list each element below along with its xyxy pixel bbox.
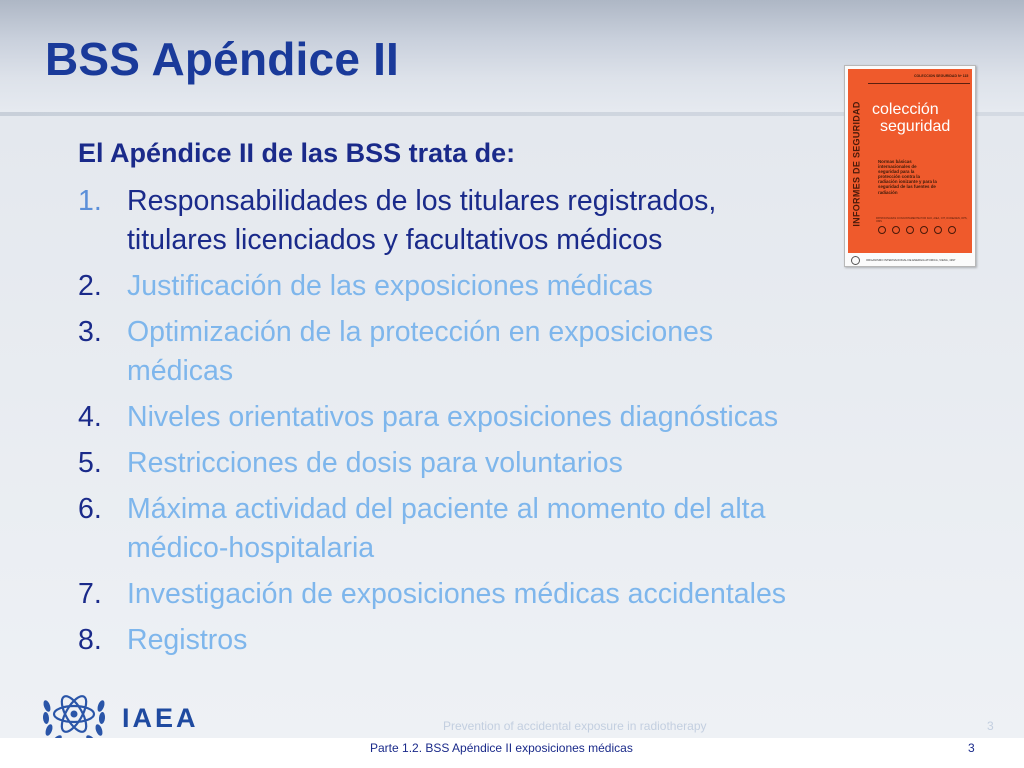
footer-ghost-number: 3 [987, 719, 994, 733]
book-small-print: PATROCINADAS CONJUNTAMENTE POR FAO, AIEA, OIT, OCDE/AEN, OPS, OMS [876, 217, 968, 223]
sponsor-logo-icon [920, 226, 928, 234]
slide-subtitle: El Apéndice II de las BSS trata de: [78, 138, 516, 168]
publisher-logo-icon [851, 256, 860, 265]
item-text: Niveles orientativos para exposiciones diagnósticas [127, 401, 779, 433]
list-item [78, 621, 938, 660]
book-description: Normas básicas internacionales de seguridad para la protección contra la radiación ionizante y para la seguridad de las fuentes de radiación [878, 159, 937, 195]
item-number: 3. [78, 316, 102, 348]
sponsor-logos [878, 226, 956, 234]
item-text: Responsabilidades de los titulares registrados, titulares licenciados y facultativos médicos [127, 185, 717, 256]
book-cover-front [848, 69, 972, 253]
list-item [78, 313, 938, 391]
item-number: 7. [78, 578, 102, 610]
slide-title: BSS Apéndice II [45, 33, 400, 85]
item-number: 5. [78, 447, 102, 479]
item-number: 6. [78, 493, 102, 525]
item-text: Investigación de exposiciones médicas accidentales [127, 578, 787, 610]
iaea-logo-text: IAEA [122, 703, 199, 733]
item-number: 4. [78, 401, 102, 433]
list-item [78, 490, 938, 568]
item-number: 8. [78, 624, 102, 656]
sponsor-logo-icon [906, 226, 914, 234]
list-item [78, 575, 938, 614]
sponsor-logo-icon [892, 226, 900, 234]
book-cover-divider [868, 83, 970, 84]
item-number: 2. [78, 270, 102, 302]
item-text: Máxima actividad del paciente al momento del alta médico-hospitalaria [127, 493, 766, 564]
footer-text: Parte 1.2. BSS Apéndice II exposiciones médicas [370, 741, 633, 755]
sponsor-logo-icon [948, 226, 956, 234]
topic-list [78, 182, 938, 667]
page-number: 3 [968, 741, 975, 755]
list-item [78, 267, 938, 306]
item-text: Justificación de las exposiciones médicas [127, 270, 653, 302]
item-text: Registros [127, 624, 248, 656]
list-item [78, 444, 938, 483]
book-publisher-strip: ORGANISMO INTERNACIONAL DE ENERGIA ATOMICA, VIENA, 1997 [848, 256, 972, 264]
item-text: Optimización de la protección en exposiciones médicas [127, 316, 714, 387]
list-item [78, 398, 938, 437]
book-series-label: COLECCION SEGURIDAD Nº 115 [914, 74, 969, 78]
book-title-line1: colección [872, 101, 939, 118]
book-title-line2: seguridad [880, 118, 951, 135]
sponsor-logo-icon [934, 226, 942, 234]
book-cover-image [844, 65, 976, 267]
book-cover-spine-text: INFORMES DE SEGURIDAD [852, 101, 862, 227]
item-number: 1. [78, 185, 102, 217]
sponsor-logo-icon [878, 226, 886, 234]
list-item [78, 182, 938, 260]
footer-ghost-text: Prevention of accidental exposure in radiotherapy [443, 719, 707, 733]
item-text: Restricciones de dosis para voluntarios [127, 447, 623, 479]
